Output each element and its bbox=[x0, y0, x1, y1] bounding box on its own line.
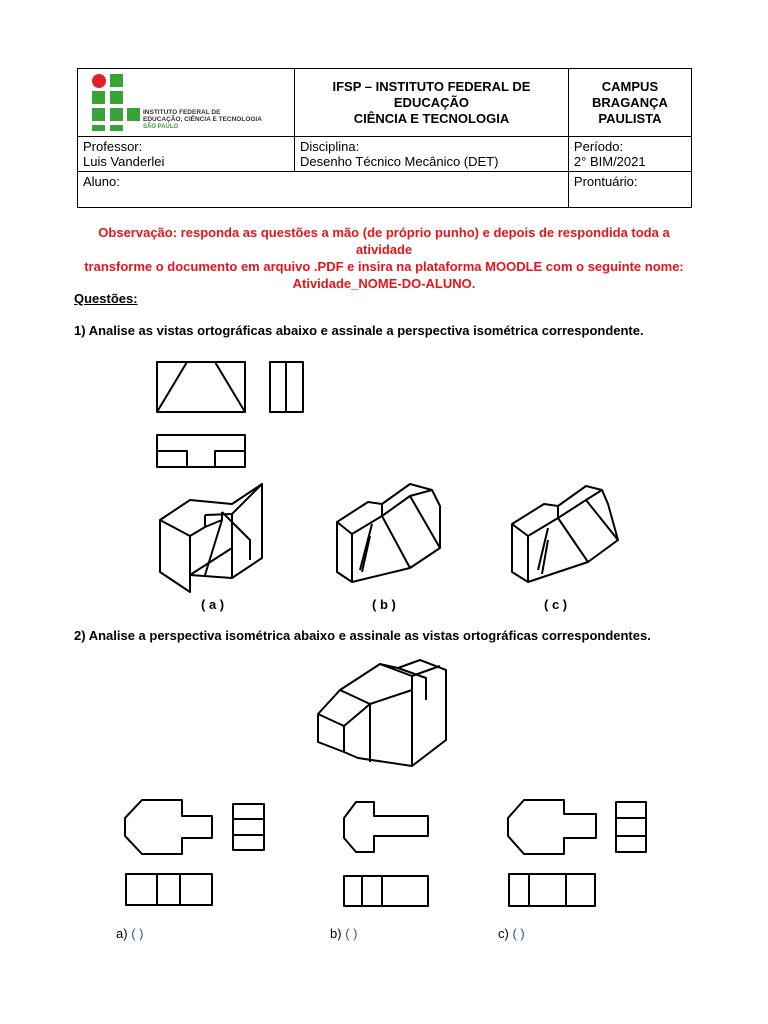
disciplina-label: Disciplina: bbox=[300, 139, 360, 154]
observation-line-2: transforme o documento em arquivo .PDF e insira na plataforma MOODLE com o seguinte nome: bbox=[84, 259, 684, 274]
q2-option-b-mark[interactable]: ( ) bbox=[345, 926, 358, 941]
q2-option-a[interactable] bbox=[116, 926, 143, 941]
prontuario-label: Prontuário: bbox=[573, 174, 638, 189]
q1-option-c-isometric bbox=[512, 486, 618, 582]
campus-line-1: CAMPUS bbox=[601, 78, 659, 94]
question-2-text: 2) Analise a perspectiva isométrica abaixo e assinale as vistas ortográficas correspondentes. bbox=[74, 628, 651, 643]
q2-option-c-letter: c) bbox=[498, 926, 509, 941]
q2-option-b-letter: b) bbox=[330, 926, 342, 941]
q1-front-view bbox=[157, 362, 245, 412]
q2-option-c-mark[interactable]: ( ) bbox=[512, 926, 525, 941]
q1-side-view bbox=[270, 362, 303, 412]
institution-line-1: IFSP – INSTITUTO FEDERAL DE EDUCAÇÃO bbox=[332, 78, 531, 110]
periodo-label: Período: bbox=[573, 139, 624, 154]
q2-option-a-views bbox=[125, 800, 264, 905]
campus-line-2: BRAGANÇA bbox=[592, 94, 668, 110]
periodo-value: 2° BIM/2021 bbox=[573, 154, 646, 169]
logo-text-1: INSTITUTO FEDERAL DE bbox=[143, 109, 221, 116]
professor-value: Luis Vanderlei bbox=[83, 154, 165, 169]
q2-option-a-mark[interactable]: ( ) bbox=[131, 926, 144, 941]
q1-option-a-label[interactable]: ( a ) bbox=[201, 597, 225, 612]
observation-line-1: Observação: responda as questões a mão (de próprio punho) e depois de respondida toda a atividade bbox=[98, 225, 670, 257]
q1-option-b-isometric bbox=[337, 484, 440, 582]
disciplina-value: Desenho Técnico Mecânico (DET) bbox=[300, 154, 499, 169]
campus-line-3: PAULISTA bbox=[598, 110, 662, 126]
aluno-label: Aluno: bbox=[83, 174, 120, 189]
q2-option-b-views bbox=[344, 802, 428, 906]
question-1-text: 1) Analise as vistas ortográficas abaixo e assinale a perspectiva isométrica correspondente. bbox=[74, 323, 644, 338]
professor-label: Professor: bbox=[83, 139, 143, 154]
q1-option-c-label[interactable]: ( c ) bbox=[544, 597, 568, 612]
institution-line-2: CIÊNCIA E TECNOLOGIA bbox=[353, 110, 510, 126]
observation-line-3: Atividade_NOME-DO-ALUNO. bbox=[292, 276, 476, 291]
q2-option-b[interactable] bbox=[330, 926, 357, 941]
q2-isometric-part bbox=[318, 660, 446, 766]
questions-heading: Questões: bbox=[74, 291, 138, 306]
q1-option-a-isometric bbox=[160, 484, 262, 592]
q1-option-b-label[interactable]: ( b ) bbox=[372, 597, 396, 612]
logo-text-2: EDUCAÇÃO, CIÊNCIA E TECNOLOGIA bbox=[143, 116, 262, 123]
logo-text-3: SÃO PAULO bbox=[143, 124, 179, 130]
q2-option-a-letter: a) bbox=[116, 926, 128, 941]
q2-option-c[interactable] bbox=[498, 926, 525, 941]
q1-top-view bbox=[157, 435, 245, 467]
q2-option-c-views bbox=[508, 800, 646, 906]
